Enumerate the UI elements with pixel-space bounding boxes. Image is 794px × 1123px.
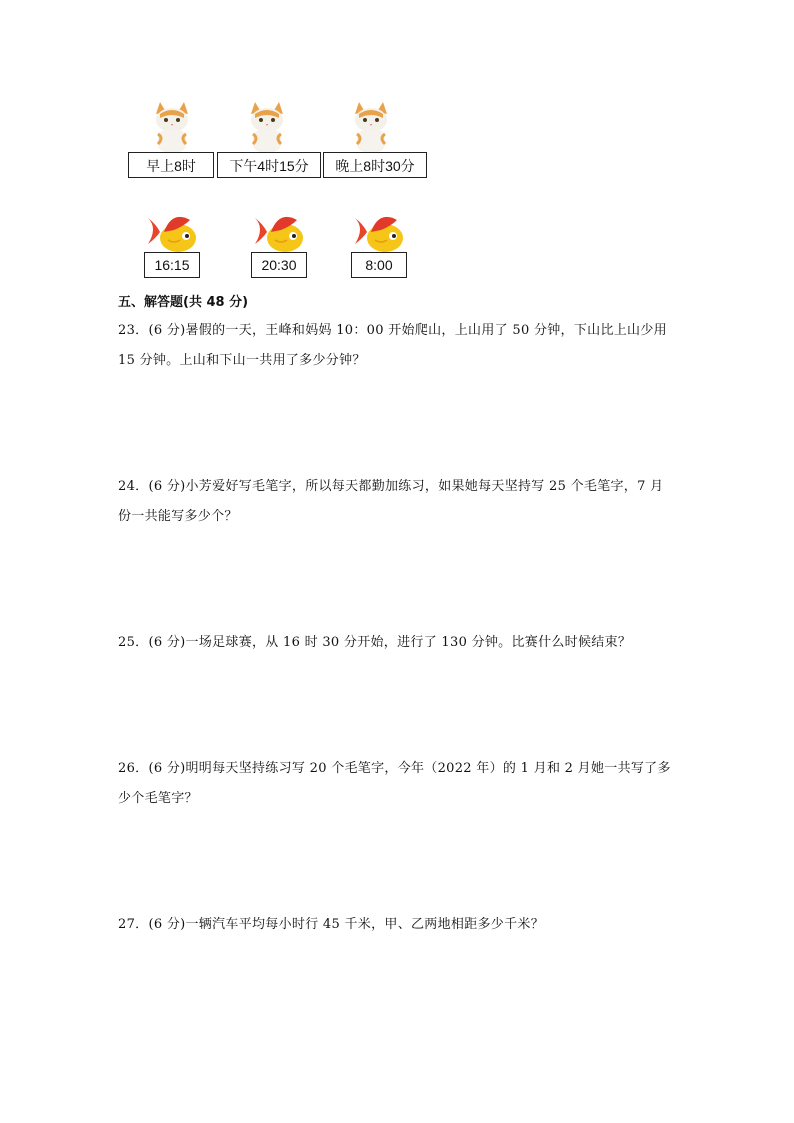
cat-card [323,100,427,180]
section-title: 五、解答题(共 48 分) [118,295,249,310]
goldfish-icon [144,210,200,254]
fish-time-label: 8:00 [351,252,407,278]
cat-time-label: 晚上8时30分 [323,152,427,178]
cat-time-label: 早上8时 [128,152,214,178]
cat-icon [150,100,194,152]
goldfish-icon [351,210,407,254]
question-23 [118,316,678,376]
question-line: 24．(6 分)小芳爱好写毛笔字，所以每天都勤加练习，如果她每天坚持写 25 个毛笔字，7 月 [118,479,664,494]
question-26 [118,754,678,814]
question-25 [118,628,678,658]
question-line: 25．(6 分)一场足球赛，从 16 时 30 分开始，进行了 130 分钟。比赛什么时候结束？ [118,635,632,650]
question-27 [118,910,678,940]
fish-card [351,210,407,280]
fish-card [144,210,200,280]
fish-card [251,210,307,280]
cat-icon [349,100,393,152]
cat-icon [245,100,289,152]
question-line: 份一共能写多少个？ [118,509,238,524]
cat-time-label: 下午4时15分 [217,152,321,178]
fish-time-label: 20:30 [251,252,307,278]
question-line: 少个毛笔字？ [118,791,198,806]
question-line: 26．(6 分)明明每天坚持练习写 20 个毛笔字，今年（2022 年）的 1 月和 2 月她一共写了多 [118,761,671,776]
question-24 [118,472,678,532]
question-line: 27．(6 分)一辆汽车平均每小时行 45 千米，甲、乙两地相距多少千米？ [118,917,544,932]
question-line: 23．(6 分)暑假的一天，王峰和妈妈 10：00 开始爬山，上山用了 50 分钟，下山比上山少用 [118,323,667,338]
question-line: 15 分钟。上山和下山一共用了多少分钟？ [118,353,366,368]
cat-card [217,100,321,180]
cat-card [128,100,214,180]
goldfish-icon [251,210,307,254]
fish-time-label: 16:15 [144,252,200,278]
